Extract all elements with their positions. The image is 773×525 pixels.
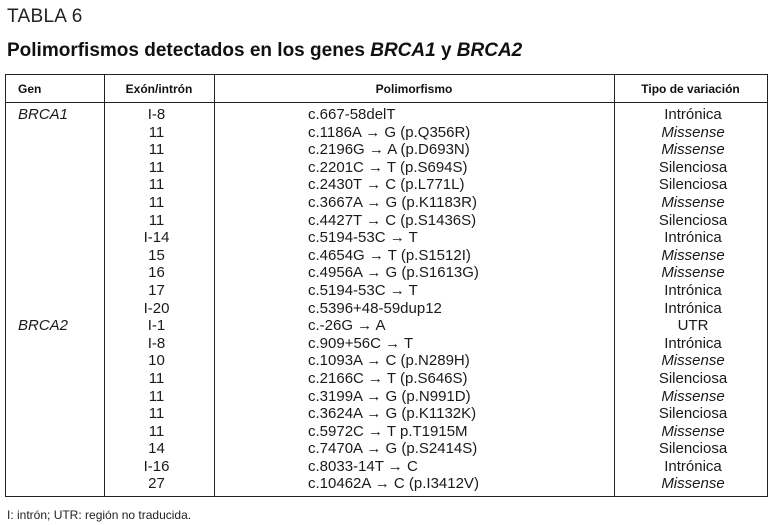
- table-row: [5, 405, 768, 423]
- table-row: [5, 141, 768, 159]
- cell-exon: 11: [148, 422, 165, 440]
- cell-exon: I-20: [143, 299, 170, 317]
- cell-exon: 14: [148, 440, 165, 458]
- cell-exon: 27: [148, 475, 165, 493]
- cell-tipo: UTR: [677, 317, 709, 335]
- cell-exon: 16: [148, 264, 165, 282]
- table-row: [5, 247, 768, 265]
- cell-exon: 11: [148, 387, 165, 405]
- cell-tipo: Silenciosa: [658, 440, 728, 458]
- table-row: [5, 317, 768, 335]
- cell-exon: 11: [148, 369, 165, 387]
- table-row: [5, 388, 768, 406]
- table-row: [5, 423, 768, 441]
- table-row: [5, 300, 768, 318]
- cell-exon: 11: [148, 141, 165, 159]
- cell-polimorfismo: c.5194-53C → T: [308, 229, 418, 247]
- cell-exon: I-1: [147, 317, 166, 335]
- cell-polimorfismo: c.2196G → A (p.D693N): [308, 141, 470, 159]
- cell-gen: BRCA1: [18, 106, 69, 123]
- table-row: [5, 352, 768, 370]
- cell-polimorfismo: c.4654G → T (p.S1512I): [308, 246, 471, 264]
- table-footnote: I: intrón; UTR: región no traducida.: [7, 508, 192, 522]
- cell-exon: I-16: [143, 457, 170, 475]
- cell-tipo: Silenciosa: [658, 405, 728, 423]
- cell-polimorfismo: c.4427T → C (p.S1436S): [308, 211, 477, 229]
- cell-tipo: Missense: [661, 141, 725, 159]
- table-row: [5, 176, 768, 194]
- cell-tipo: Missense: [661, 387, 725, 405]
- table-top-rule: [5, 74, 768, 75]
- table-body: [5, 106, 768, 493]
- title-gene-1: BRCA1: [370, 40, 436, 61]
- cell-polimorfismo: c.667-58delT: [308, 106, 396, 123]
- cell-polimorfismo: c.3624A → G (p.K1132K): [308, 405, 477, 423]
- cell-tipo: Missense: [661, 422, 725, 440]
- cell-exon: 17: [148, 281, 165, 299]
- table-title: [7, 40, 522, 62]
- cell-exon: 11: [148, 123, 165, 141]
- cell-polimorfismo: c.2166C → T (p.S646S): [308, 369, 468, 387]
- title-prefix: Polimorfismos detectados en los genes: [7, 40, 371, 61]
- cell-tipo: Missense: [661, 123, 725, 141]
- table-row: [5, 458, 768, 476]
- cell-polimorfismo: c.1093A → C (p.N289H): [308, 352, 470, 370]
- cell-tipo: Missense: [661, 193, 725, 211]
- cell-polimorfismo: c.8033-14T → C: [308, 457, 418, 475]
- cell-exon: 11: [148, 405, 165, 423]
- cell-polimorfismo: c.10462A → C (p.I3412V): [308, 475, 479, 493]
- cell-polimorfismo: c.3667A → G (p.K1183R): [308, 193, 477, 211]
- table-row: [5, 475, 768, 493]
- column-header-gen: Gen: [18, 82, 42, 96]
- cell-tipo: Missense: [661, 264, 725, 282]
- cell-exon: 11: [148, 158, 165, 176]
- column-header-polimorfismo: Polimorfismo: [375, 82, 453, 96]
- cell-tipo: Silenciosa: [658, 158, 728, 176]
- cell-polimorfismo: c.1186A → G (p.Q356R): [308, 123, 471, 141]
- table-row: [5, 194, 768, 212]
- cell-polimorfismo: c.5396+48-59dup12: [308, 299, 442, 317]
- cell-tipo: Missense: [661, 475, 725, 493]
- cell-polimorfismo: c.5194-53C → T: [308, 281, 418, 299]
- cell-polimorfismo: c.909+56C → T: [308, 334, 414, 352]
- cell-tipo: Silenciosa: [658, 176, 728, 194]
- cell-tipo: Intrónica: [664, 299, 722, 317]
- cell-polimorfismo: c.2201C → T (p.S694S): [308, 158, 468, 176]
- cell-exon: 10: [148, 352, 165, 370]
- cell-tipo: Missense: [661, 246, 725, 264]
- cell-tipo: Intrónica: [664, 281, 722, 299]
- table-header-rule: [5, 102, 768, 103]
- cell-exon: 15: [148, 246, 165, 264]
- cell-exon: I-8: [147, 334, 166, 352]
- cell-exon: 11: [148, 211, 165, 229]
- table-row: [5, 212, 768, 230]
- cell-polimorfismo: c.5972C → T p.T1915M: [308, 422, 468, 440]
- cell-polimorfismo: c.3199A → G (p.N991D): [308, 387, 471, 405]
- cell-polimorfismo: c.2430T → C (p.L771L): [308, 176, 465, 194]
- cell-tipo: Intrónica: [664, 229, 722, 247]
- cell-exon: I-14: [143, 229, 170, 247]
- table-row: [5, 124, 768, 142]
- cell-tipo: Intrónica: [664, 457, 722, 475]
- table-row: [5, 159, 768, 177]
- column-header-exon: Exón/intrón: [125, 82, 193, 96]
- table-label: TABLA 6: [7, 6, 83, 27]
- title-conjunction: y: [435, 40, 457, 61]
- cell-tipo: Intrónica: [664, 106, 722, 123]
- column-header-tipo: Tipo de variación: [641, 82, 740, 96]
- cell-exon: 11: [148, 176, 165, 194]
- cell-tipo: Missense: [661, 352, 725, 370]
- cell-polimorfismo: c.4956A → G (p.S1613G): [308, 264, 479, 282]
- table-row: [5, 335, 768, 353]
- cell-tipo: Silenciosa: [658, 211, 728, 229]
- title-gene-2: BRCA2: [456, 40, 523, 61]
- cell-tipo: Intrónica: [664, 334, 722, 352]
- table-row: [5, 440, 768, 458]
- cell-polimorfismo: c.-26G → A: [308, 317, 386, 335]
- cell-exon: I-8: [147, 106, 166, 123]
- table-row: [5, 282, 768, 300]
- cell-tipo: Silenciosa: [658, 369, 728, 387]
- cell-gen: BRCA2: [18, 317, 69, 335]
- table-bottom-rule: [5, 496, 768, 497]
- cell-polimorfismo: c.7470A → G (p.S2414S): [308, 440, 478, 458]
- table-row: [5, 229, 768, 247]
- table-row: [5, 106, 768, 124]
- cell-exon: 11: [148, 193, 165, 211]
- table-row: [5, 370, 768, 388]
- table-row: [5, 264, 768, 282]
